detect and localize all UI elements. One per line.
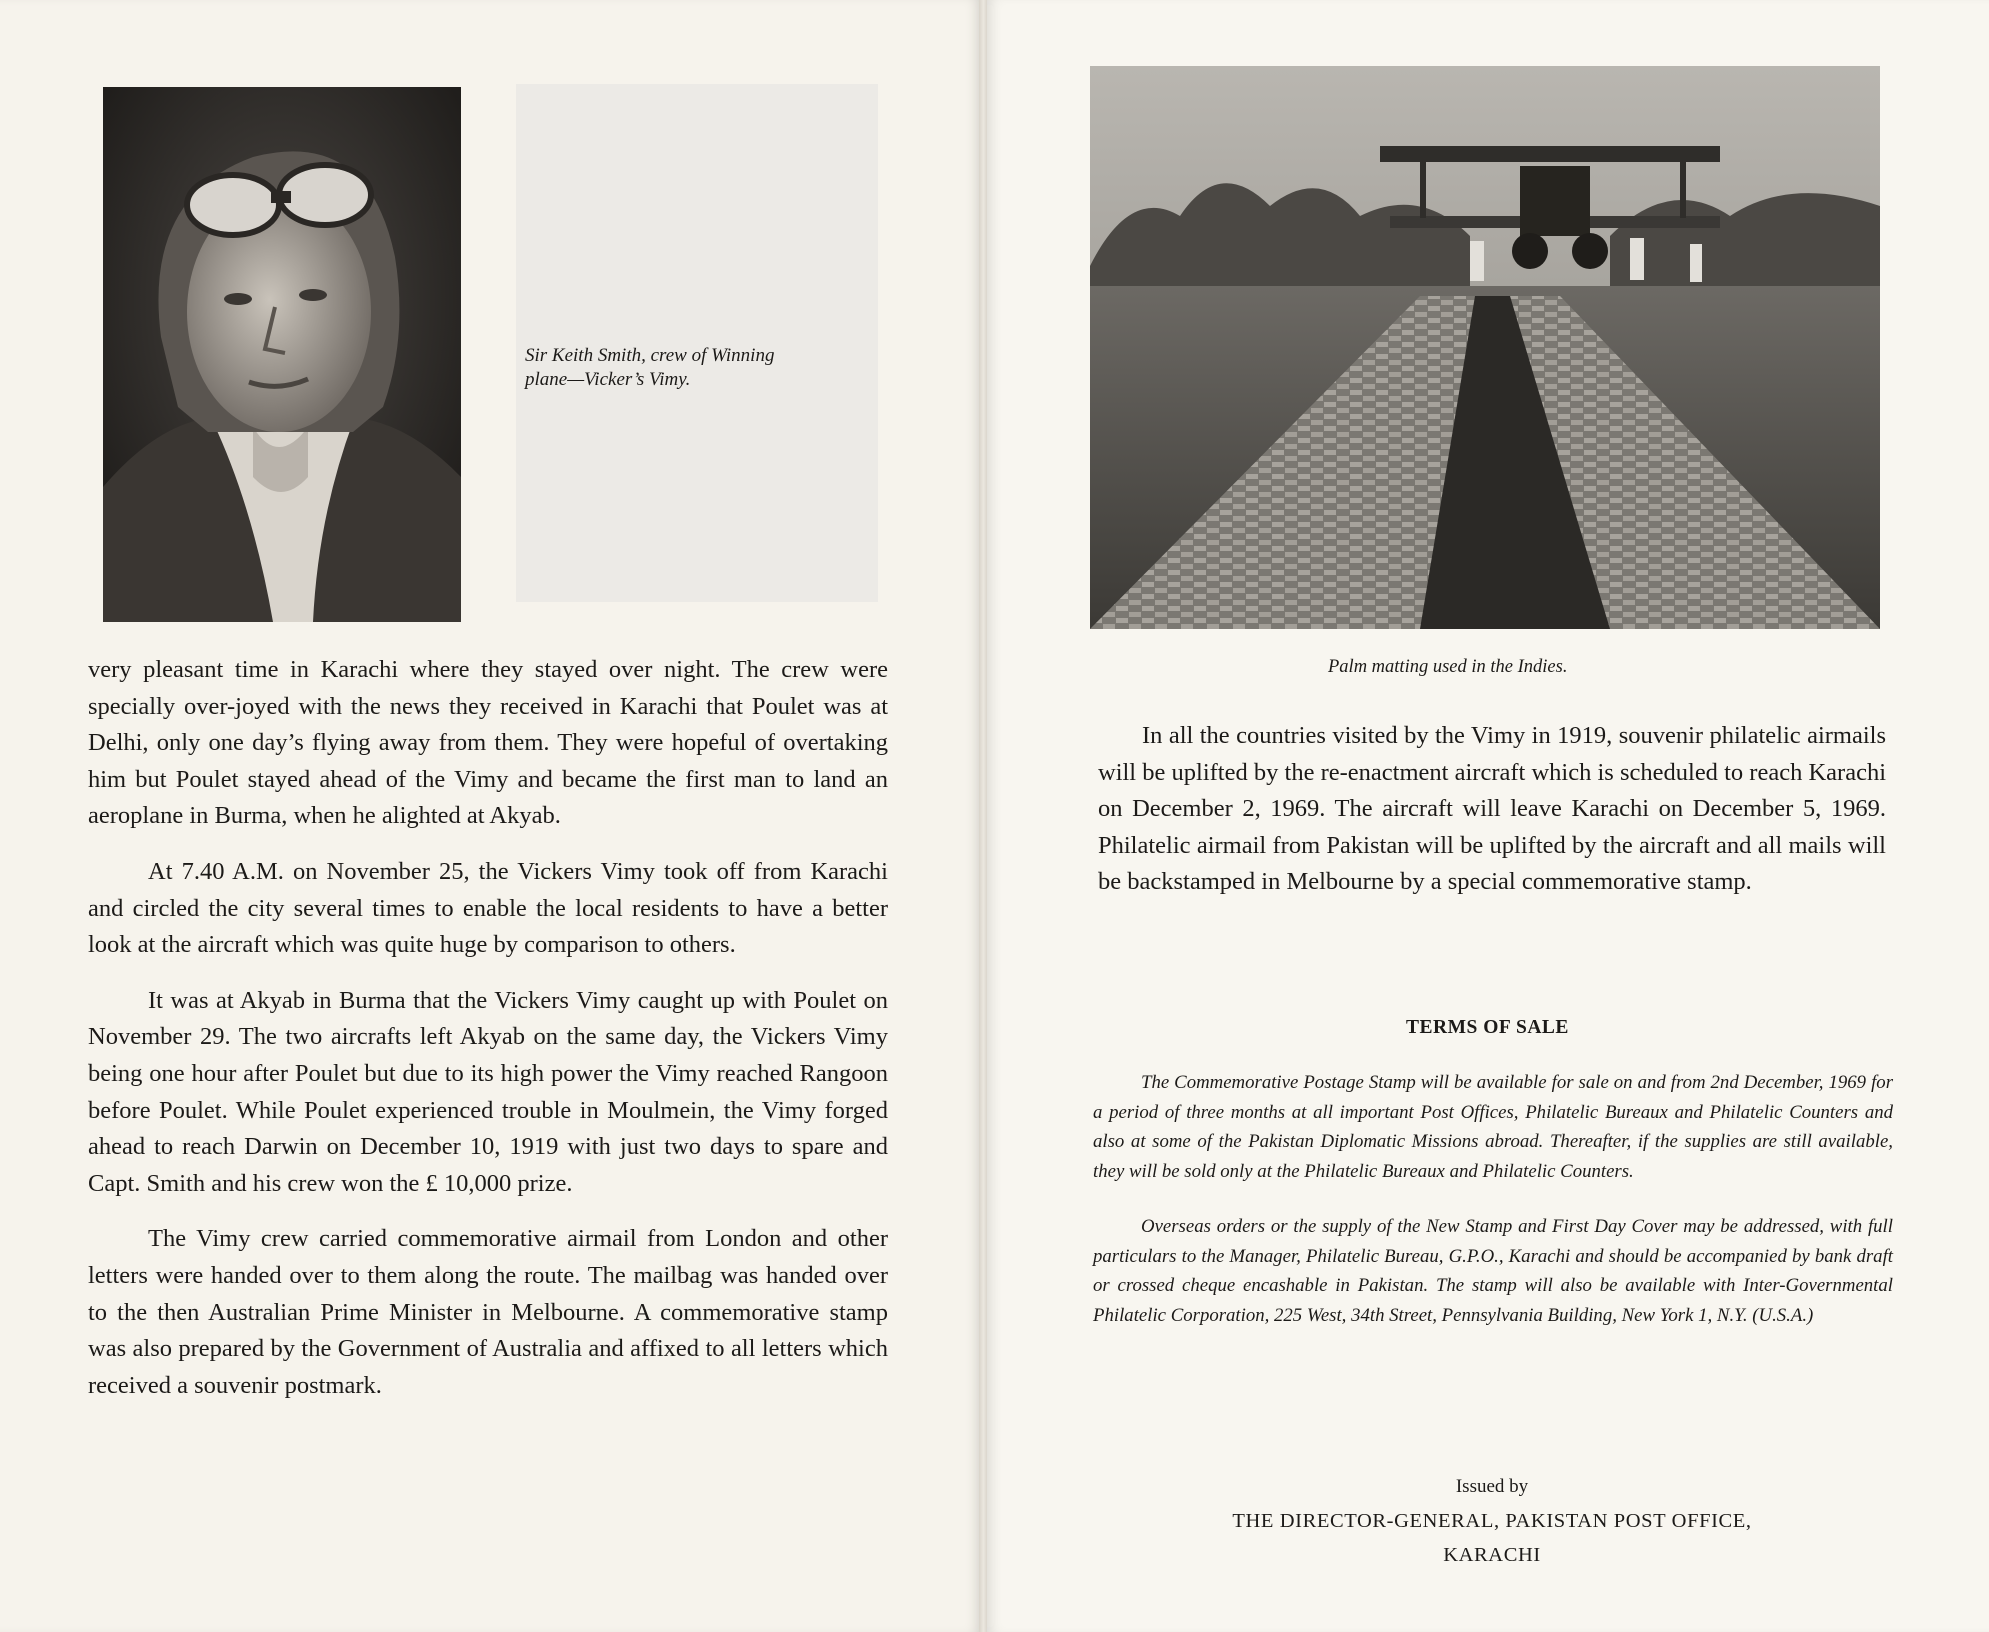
faded-image-panel xyxy=(516,84,878,602)
issuer-block xyxy=(1098,1470,1886,1572)
terms-of-sale-text xyxy=(1093,1068,1893,1356)
right-body-text xyxy=(1098,718,1886,901)
paragraph-1: very pleasant time in Karachi where they stayed over night. The crew were specially over-joyed with the news they received in Karachi that Poulet was at Delhi, only one day’s flying away from them. They were hopeful of overtaking him but Poulet stayed ahead of the Vimy and became the first man to land an aeroplane in Burma, when he alighted at Akyab. xyxy=(88,656,888,830)
terms-paragraph-1: The Commemorative Postage Stamp will be available for sale on and from 2nd December, 1969 for a period of three months at all important Post Offices, Philatelic Bureaux and Philatelic Counters and also at some of the Pakistan Diplomatic Missions abroad. Thereafter, if the supplies are still available, they will be sold only at the Philatelic Bureaux and Philatelic Counters. xyxy=(1093,1072,1893,1182)
issued-by-label: Issued by xyxy=(1455,1476,1529,1497)
souvenir-airmail-paragraph: In all the countries visited by the Vimy in 1919, souvenir philatelic airmails will be uplifted by the re-enactment aircraft which is scheduled to reach Karachi on December 2, 1969. The aircraft will leave Karachi on December 5, 1969. Philatelic airmail from Pakistan will be uplifted by the aircraft and all mails will be backstamped in Melbourne by a special commemorative stamp. xyxy=(1098,722,1886,896)
paragraph-3: It was at Akyab in Burma that the Vickers Vimy caught up with Poulet on November 29. The two aircrafts left Akyab on the same day, the Vickers Vimy being one hour after Poulet but due to its high power the Vimy reached Rangoon before Poulet. While Poulet experienced trouble in Moulmein, the Vimy forged ahead to reach Darwin on December 10, 1919 with just two days to spare and Capt. Smith and his crew won the £ 10,000 prize. xyxy=(88,986,888,1197)
biplane-runway-photo xyxy=(1090,66,1880,629)
aviator-portrait-photo xyxy=(103,87,461,622)
caption-line-2: plane—Vicker’s Vimy. xyxy=(525,369,691,390)
terms-paragraph-2: Overseas orders or the supply of the New Stamp and First Day Cover may be addressed, with full particulars to the Manager, Philatelic Bureau, G.P.O., Karachi and should be accompanied by bank draft or crossed cheque encashable in Pakistan. The stamp will also be available with Inter-Governmental Philatelic Corporation, 225 West, 34th Street, Pennsylvania Building, New York 1, N.Y. (U.S.A.) xyxy=(1093,1216,1893,1326)
caption-line-1: Sir Keith Smith, crew of Winning xyxy=(525,345,775,366)
portrait-illustration xyxy=(103,87,461,622)
runway-caption: Palm matting used in the Indies. xyxy=(1328,657,1568,677)
terms-of-sale-heading: TERMS OF SALE xyxy=(1406,1017,1569,1038)
issuer-name: THE DIRECTOR-GENERAL, PAKISTAN POST OFFICE, xyxy=(1232,1510,1752,1532)
paragraph-2: At 7.40 A.M. on November 25, the Vickers Vimy took off from Karachi and circled the city several times to enable the local residents to have a better look at the aircraft which was quite huge by comparison to others. xyxy=(88,857,888,959)
left-body-text xyxy=(88,652,888,1423)
runway-illustration xyxy=(1090,66,1880,629)
paragraph-4: The Vimy crew carried commemorative airmail from London and other letters were handed over to them along the route. The mailbag was handed over to the then Australian Prime Minister in Melbourne. A commemorative stamp was also prepared by the Government of Australia and affixed to all letters which received a souvenir postmark. xyxy=(88,1225,888,1399)
issuer-city: KARACHI xyxy=(1443,1544,1541,1566)
portrait-caption xyxy=(525,344,885,392)
